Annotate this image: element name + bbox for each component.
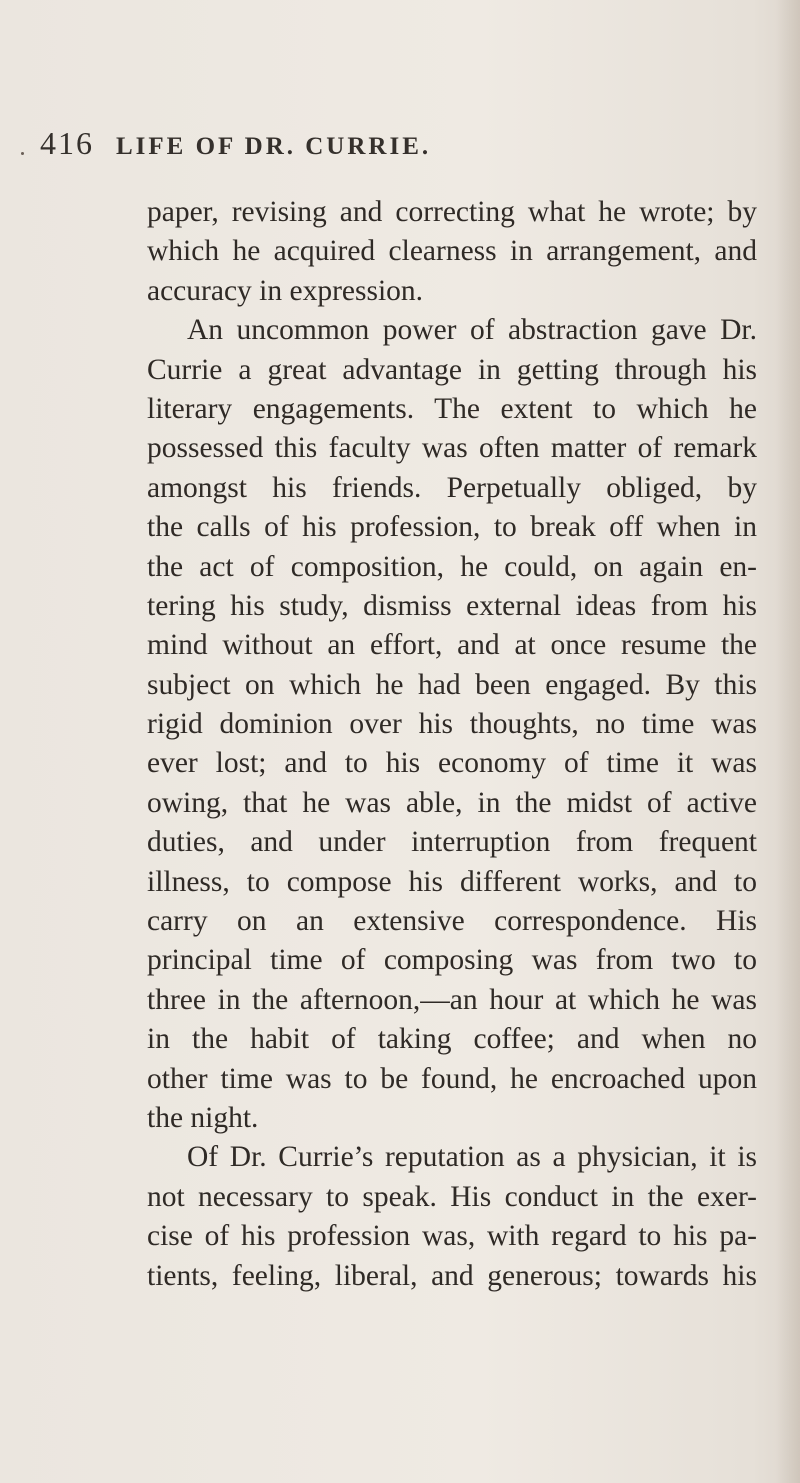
text-line: mind without an effort, and at once resume the [147,629,757,662]
text-line: carry on an extensive correspondence. His [147,905,757,938]
text-line: which he acquired clearness in arrangement, and [147,235,757,268]
page-number: 416 [40,125,94,161]
text-line: ever lost; and to his economy of time it was [147,747,757,780]
text-line: amongst his friends. Perpetually obliged, by [147,471,757,504]
text-line: three in the afternoon,—an hour at which he was [147,983,757,1016]
body-text [147,193,757,1296]
text-line: paper, revising and correcting what he wrote; by [147,196,757,228]
text-line: the calls of his profession, to break off when in [147,511,757,544]
page-edge-shadow [776,0,800,1483]
text-line: duties, and under interruption from frequent [147,826,757,859]
text-line: An uncommon power of abstraction gave Dr. [187,314,757,347]
ink-speck [21,152,24,155]
text-line: illness, to compose his different works, and to [147,865,757,898]
text-line: Currie a great advantage in getting through his [147,353,757,386]
text-line: subject on which he had been engaged. By this [147,668,757,701]
text-line: the act of composition, he could, on again en- [147,550,757,583]
text-line: tients, feeling, liberal, and generous; towards his [147,1259,757,1292]
text-line: Of Dr. Currie’s reputation as a physician, it is [187,1141,757,1174]
text-line: the night. [147,1101,259,1134]
text-line: cise of his profession was, with regard to his pa- [147,1220,757,1253]
text-line: in the habit of taking coffee; and when no [147,1023,757,1056]
running-head: LIFE OF DR. CURRIE. [116,133,432,160]
text-line: accuracy in expression. [147,274,424,307]
text-line: not necessary to speak. His conduct in the exer- [147,1180,757,1213]
text-line: owing, that he was able, in the midst of active [147,786,757,819]
text-line: literary engagements. The extent to which he [147,392,757,425]
text-line: possessed this faculty was often matter of remark [147,432,757,465]
text-line: rigid dominion over his thoughts, no time was [147,708,757,741]
page-header [40,125,760,175]
text-line: other time was to be found, he encroached upon [147,1062,757,1095]
text-line: tering his study, dismiss external ideas from his [147,589,757,622]
text-line: principal time of composing was from two to [147,944,757,977]
